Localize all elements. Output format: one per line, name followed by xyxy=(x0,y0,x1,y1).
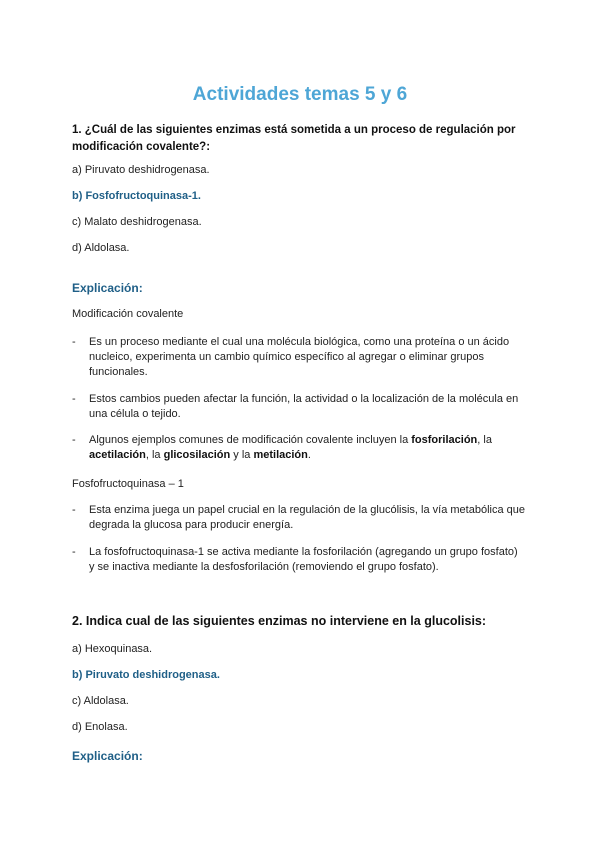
question-2: 2. Indica cual de las siguientes enzimas no interviene en la glucolisis: xyxy=(72,614,487,628)
q1-option-a: a) Piruvato deshidrogenasa. xyxy=(72,164,210,176)
q1-explanation-heading: Explicación: xyxy=(72,281,143,295)
bullet-dash: - xyxy=(72,546,76,558)
bullet-text: Algunos ejemplos comunes de modificación covalente incluyen la fosforilación, la acetilación, la glicosilación y la metilación. xyxy=(89,434,492,461)
bullet-dash: - xyxy=(72,336,76,348)
bullet-text: La fosfofructoquinasa-1 se activa mediante la fosforilación (agregando un grupo fosfato) y se inactiva mediante la desfosforilación (removiendo el grupo fosfato). xyxy=(89,546,518,573)
bullet-dash: - xyxy=(72,434,76,446)
question-1: 1. ¿Cuál de las siguientes enzimas está sometida a un proceso de regulación por modificación covalente?: xyxy=(72,124,516,153)
q1-option-c: c) Malato deshidrogenasa. xyxy=(72,216,202,228)
term-acetilacion: acetilación xyxy=(89,449,146,461)
q2-option-d: d) Enolasa. xyxy=(72,721,128,733)
bullet-dash: - xyxy=(72,504,76,516)
page-title: Actividades temas 5 y 6 xyxy=(192,84,408,105)
section-fosfofructoquinasa-title: Fosfofructoquinasa – 1 xyxy=(72,478,184,490)
bullet-text: Estos cambios pueden afectar la función, la actividad o la localización de la molécula en una célula o tejido. xyxy=(89,393,519,420)
bullet-text: Es un proceso mediante el cual una molécula biológica, como una proteína o un ácido nucleico, experimenta un cambio químico específico al agregar o eliminar grupos funcionales. xyxy=(89,336,510,378)
q2-explanation-heading: Explicación: xyxy=(72,749,143,763)
q1-option-d: d) Aldolasa. xyxy=(72,242,130,254)
section-modificacion-covalente-title: Modificación covalente xyxy=(72,308,184,320)
bullet-dash: - xyxy=(72,393,76,405)
q2-option-b-correct: b) Piruvato deshidrogenasa. xyxy=(72,669,220,681)
q2-option-a: a) Hexoquinasa. xyxy=(72,643,153,655)
term-fosforilacion: fosforilación xyxy=(411,434,478,446)
bullet-text: Esta enzima juega un papel crucial en la regulación de la glucólisis, la vía metabólica que degrada la glucosa para producir energía. xyxy=(89,504,525,531)
term-glicosilacion: glicosilación xyxy=(163,449,231,461)
q1-option-b-correct: b) Fosfofructoquinasa-1. xyxy=(72,190,201,202)
q2-option-c: c) Aldolasa. xyxy=(72,695,129,707)
term-metilacion: metilación xyxy=(253,449,308,461)
